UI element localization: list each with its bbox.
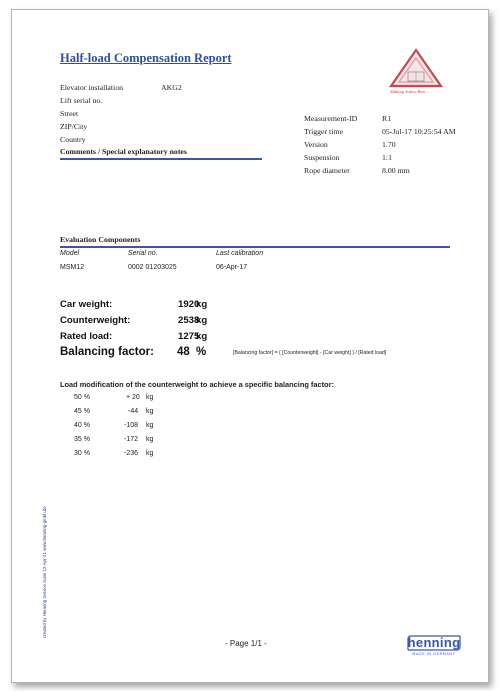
rope-diameter-value: 8.00 mm (382, 166, 410, 175)
serial-value: 0002 01203025 (128, 264, 177, 271)
modification-pct: 35 % (74, 436, 90, 443)
version-value: 1.70 (382, 140, 396, 149)
modification-unit: kg (146, 394, 154, 401)
evaluation-heading: Evaluation Components (60, 235, 141, 244)
counterweight-label: Counterweight: (60, 315, 131, 326)
counterweight-unit: kg (196, 315, 208, 326)
suspension-label: Suspension (304, 153, 340, 162)
lift-serial-label: Lift serial no. (60, 96, 103, 105)
modification-pct: 30 % (74, 450, 90, 457)
brand-logo (405, 634, 463, 656)
car-weight-value: 1920 (178, 299, 200, 310)
balancing-formula: [Balancing factor] = ( [Counterweight] - [Car weight] ) / [Rated load] (233, 350, 387, 356)
col-calibration-header: Last calibration (216, 250, 264, 257)
car-weight-unit: kg (196, 299, 208, 310)
modification-value: + 20 (126, 394, 140, 401)
evaluation-rule (60, 246, 450, 248)
modification-unit: kg (146, 436, 154, 443)
suspension-value: 1:1 (382, 153, 392, 162)
trigger-time-label: Trigger time (304, 127, 343, 136)
modification-unit: kg (146, 408, 154, 415)
modification-pct: 45 % (74, 408, 90, 415)
report-page (11, 9, 489, 683)
measurement-id-label: Measurement-ID (304, 114, 358, 123)
balancing-factor-label: Balancing factor: (60, 346, 154, 358)
zip-city-label: ZIP/City (60, 122, 88, 131)
calibration-value: 06-Apr-17 (216, 264, 248, 271)
modification-heading: Load modification of the counterweight to achieve a specific balancing factor: (60, 380, 334, 389)
col-serial-header: Serial no. (128, 250, 158, 257)
modification-value: -44 (128, 408, 139, 415)
page-number: - Page 1/1 - (225, 639, 267, 648)
country-label: Country (60, 135, 86, 144)
modification-value: -236 (124, 450, 139, 457)
rated-load-value: 1275 (178, 331, 200, 342)
rated-load-unit: kg (196, 331, 208, 342)
street-label: Street (60, 109, 79, 118)
logo-tagline: Making Safety Best... (390, 89, 429, 94)
modification-unit: kg (146, 422, 154, 429)
col-model-header: Model (60, 250, 80, 257)
modification-pct: 50 % (74, 394, 90, 401)
balancing-factor-unit: % (196, 346, 207, 358)
trigger-time-value: 05-Jul-17 10:25:54 AM (382, 127, 456, 136)
rope-diameter-label: Rope diameter (304, 166, 350, 175)
comments-heading: Comments / Special explanatory notes (60, 147, 187, 156)
modification-unit: kg (146, 450, 154, 457)
brand-name: henning (407, 635, 461, 650)
counterweight-value: 2538 (178, 315, 200, 326)
model-value: MSM12 (60, 264, 85, 271)
elevator-installation-value: AKG2 (161, 83, 182, 92)
balancing-factor-value: 48 (177, 346, 190, 358)
modification-value: -172 (124, 436, 139, 443)
rated-load-label: Rated load: (60, 331, 113, 342)
elevator-installation-label: Elevator installation (60, 83, 124, 92)
measurement-id-value: R1 (382, 114, 392, 123)
modification-value: -108 (124, 422, 139, 429)
comments-rule (60, 158, 262, 160)
version-label: Version (304, 140, 328, 149)
vertical-credit-text: created by Henning Service Suite 12-Apr-21 www.henning-gmbh.de (42, 506, 47, 638)
brand-subtitle: MADE IN GERMANY (412, 652, 456, 656)
report-title: Half-load Compensation Report (60, 51, 232, 65)
modification-pct: 40 % (74, 422, 90, 429)
car-weight-label: Car weight: (60, 299, 113, 310)
